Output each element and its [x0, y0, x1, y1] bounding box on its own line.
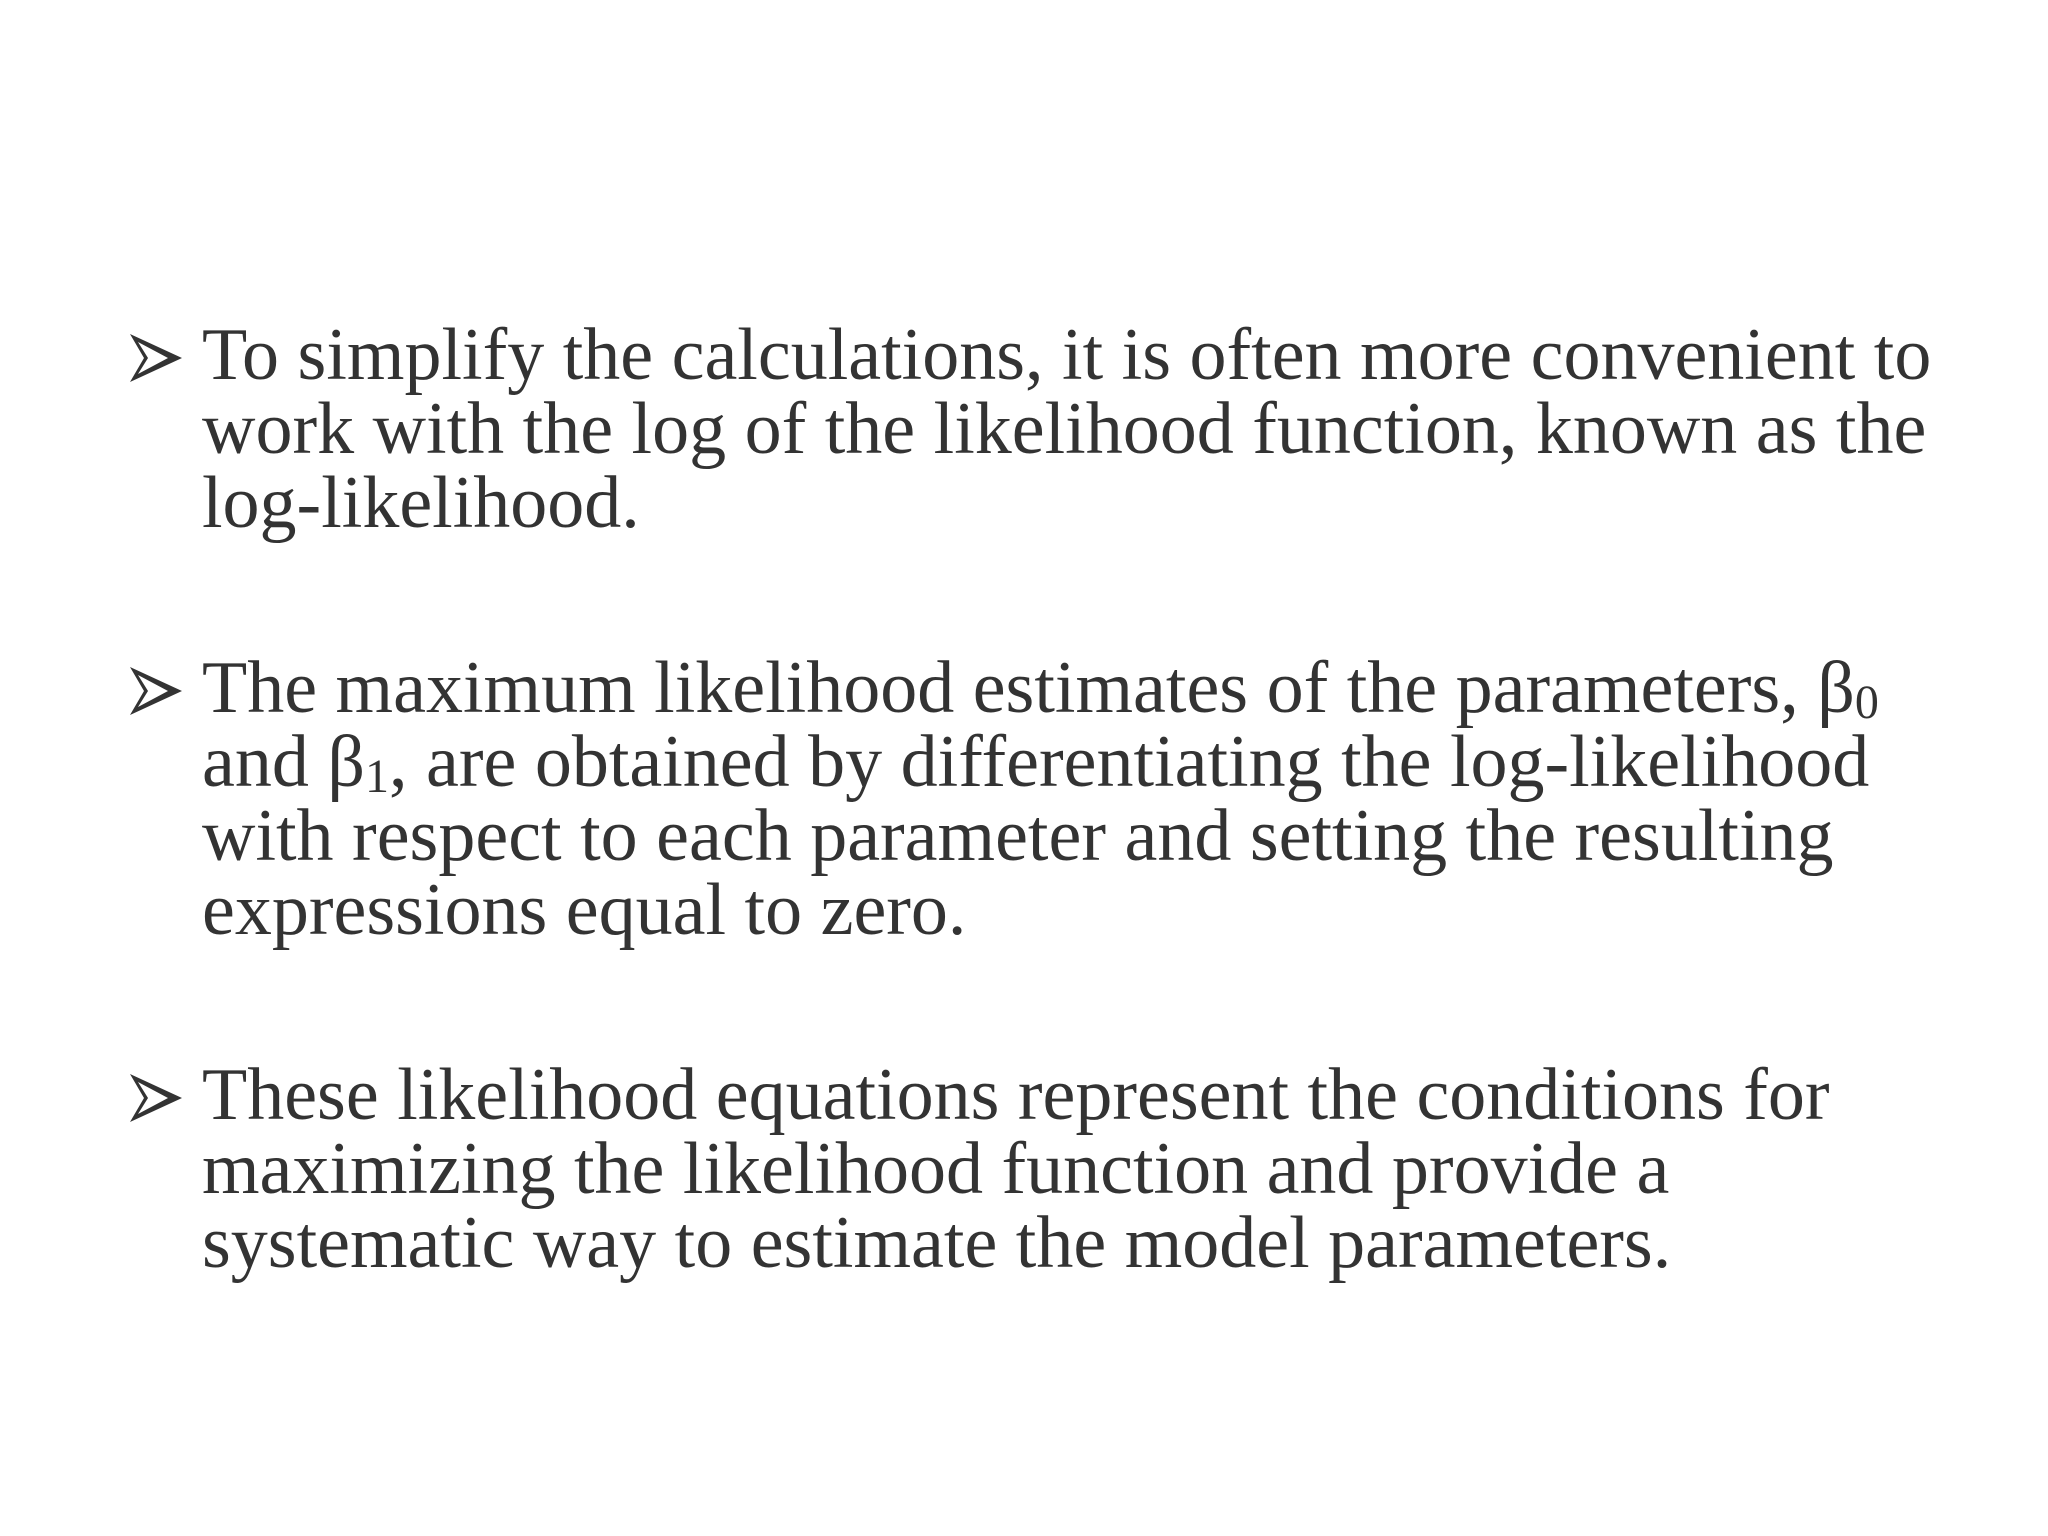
and-text: and [202, 721, 328, 803]
bullet-list [128, 314, 1988, 1284]
arrowhead-bullet-icon [128, 663, 184, 719]
bullet-text: These likelihood equations represent the conditions for maximizing the likelihood function and provide a systematic way to estimate the model parameters. [202, 1054, 1830, 1284]
bullet-text [202, 647, 1988, 951]
bullet-item-mle-estimates [128, 647, 1988, 951]
arrowhead-bullet-icon [128, 330, 184, 386]
beta1-subscript: 1 [365, 750, 390, 803]
bullet-rest-text: , are obtained by differentiating the log-likelihood with respect to each parameter and setting the resulting expressions equal to zero. [202, 721, 1870, 951]
bullet-lead-text: The maximum likelihood estimates of the parameters, [202, 647, 1818, 729]
bullet-item-log-likelihood [128, 314, 1988, 544]
bullet-text: To simplify the calculations, it is often more convenient to work with the log of the likelihood function, known as the log-likelihood. [202, 314, 1932, 544]
arrowhead-bullet-icon [128, 1070, 184, 1126]
bullet-item-likelihood-equations [128, 1054, 1988, 1284]
beta1-symbol: β [327, 721, 366, 803]
beta0-symbol: β [1817, 647, 1855, 729]
beta0-subscript: 0 [1854, 676, 1879, 729]
